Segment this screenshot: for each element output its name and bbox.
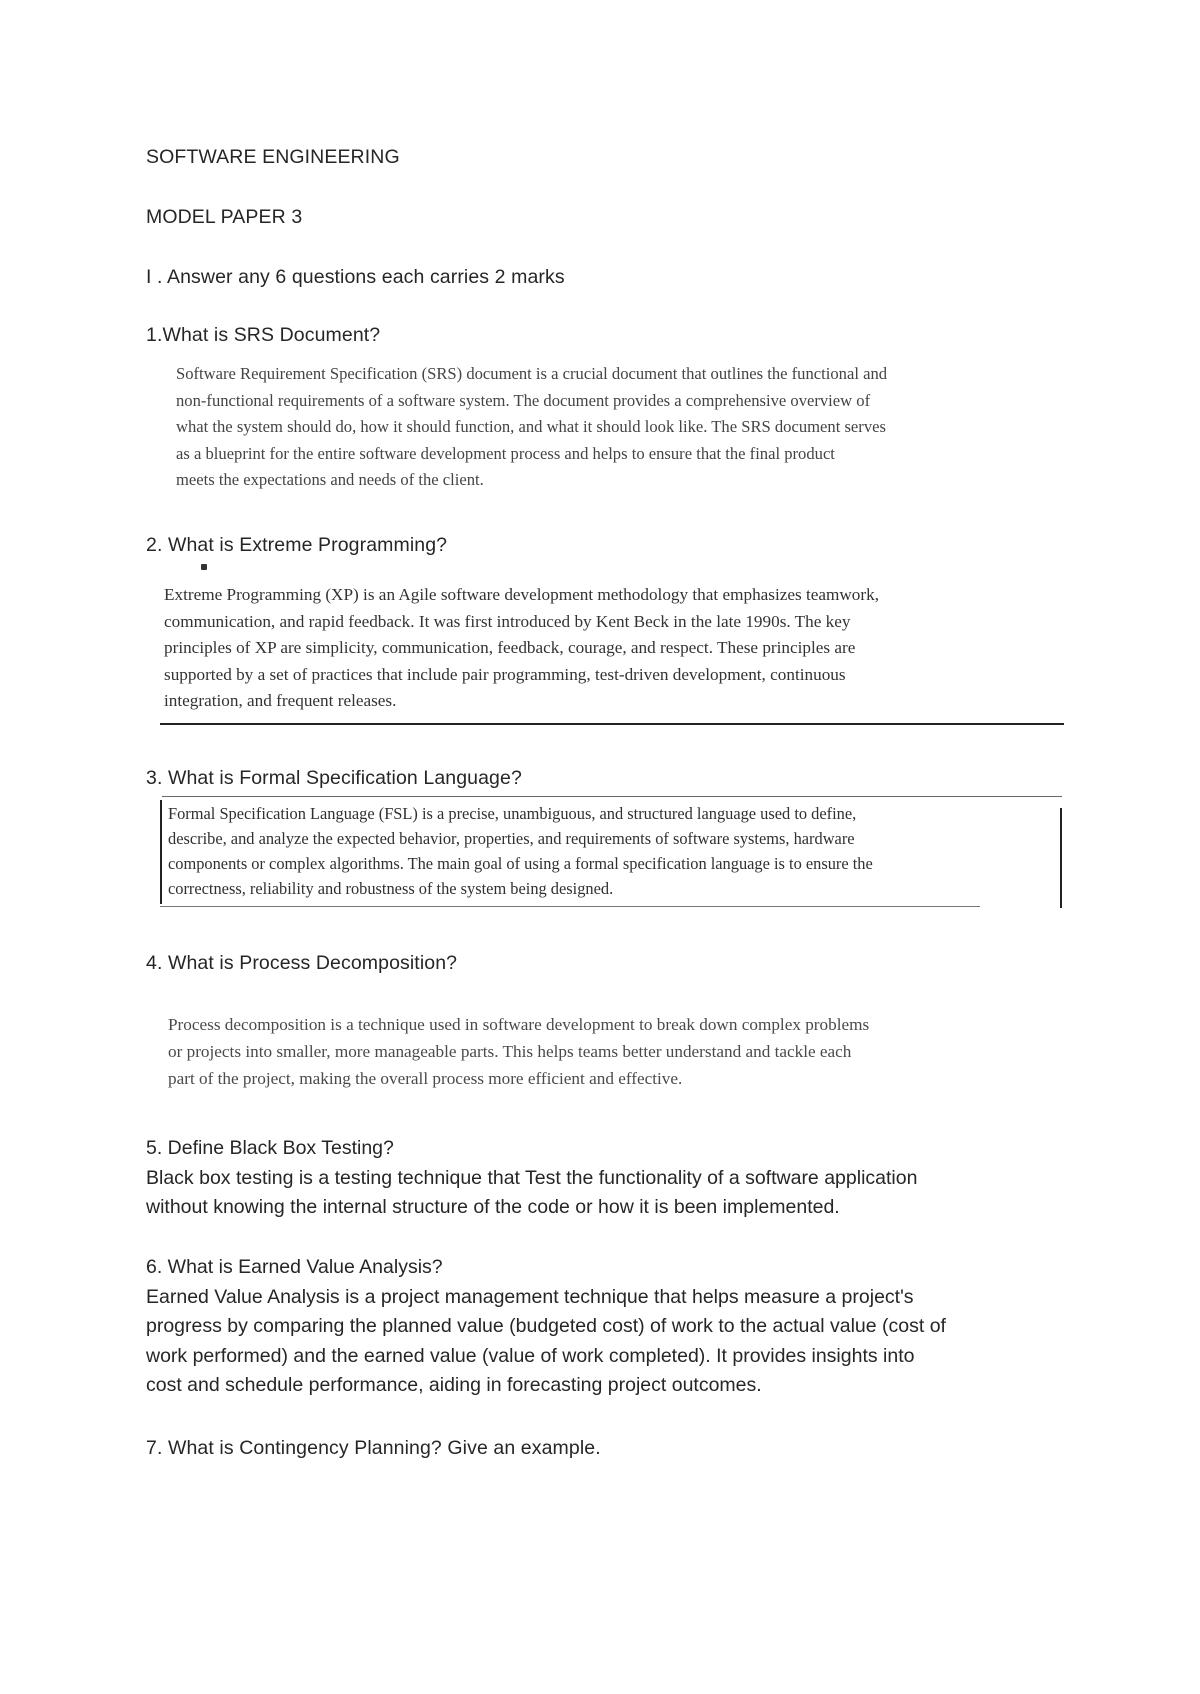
- answer-3-line: components or complex algorithms. The main goal of using a formal specification language is to ensure the: [168, 854, 873, 873]
- answer-2-line: integration, and frequent releases.: [164, 691, 397, 710]
- subject-heading: SOFTWARE ENGINEERING: [146, 146, 400, 168]
- question-5: 5. Define Black Box Testing?: [146, 1137, 394, 1159]
- question-6-block: [146, 1253, 1086, 1401]
- question-3: 3. What is Formal Specification Language?: [146, 767, 522, 789]
- answer-3-line: describe, and analyze the expected behavior, properties, and requirements of software systems, hardware: [168, 829, 855, 848]
- section-instruction: I . Answer any 6 questions each carries 2 marks: [146, 266, 565, 288]
- scan-box-left: [160, 800, 162, 904]
- answer-4-line: part of the project, making the overall process more efficient and effective.: [168, 1069, 683, 1088]
- answer-1-line: non-functional requirements of a software system. The document provides a comprehensive overview of: [176, 390, 871, 410]
- question-7: 7. What is Contingency Planning? Give an example.: [146, 1437, 601, 1459]
- answer-2-line: Extreme Programming (XP) is an Agile software development methodology that emphasizes teamwork,: [164, 585, 880, 604]
- question-2: 2. What is Extreme Programming?: [146, 534, 448, 556]
- scan-underline: [160, 723, 1064, 725]
- scan-box-top: [162, 796, 1062, 797]
- scan-box-right: [1060, 808, 1062, 908]
- answer-2-scanned: [164, 582, 879, 715]
- answer-5-line: Black box testing is a testing technique that Test the functionality of a software application: [146, 1166, 918, 1189]
- bullet-mark: [201, 564, 207, 570]
- answer-6-line: Earned Value Analysis is a project management technique that helps measure a project's: [146, 1285, 914, 1308]
- answer-4-line: or projects into smaller, more manageable parts. This helps teams better understand and tackle each: [168, 1042, 852, 1061]
- answer-2-line: communication, and rapid feedback. It was first introduced by Kent Beck in the late 1990s. The key: [164, 611, 851, 631]
- answer-6-line: progress by comparing the planned value (budgeted cost) of work to the actual value (cost of: [146, 1315, 946, 1337]
- question-1: 1.What is SRS Document?: [146, 324, 381, 346]
- paper-title: MODEL PAPER 3: [146, 206, 303, 228]
- answer-6-line: work performed) and the earned value (value of work completed). It provides insights into: [146, 1344, 915, 1367]
- question-5-block: [146, 1134, 1086, 1223]
- answer-1-line: as a blueprint for the entire software development process and helps to ensure that the final product: [176, 443, 835, 463]
- answer-3-scanned: [168, 801, 873, 901]
- answer-4-scanned: [168, 1011, 869, 1092]
- answer-3-line: Formal Specification Language (FSL) is a precise, unambiguous, and structured language used to define,: [168, 804, 857, 823]
- answer-1-line: meets the expectations and needs of the client.: [176, 470, 484, 489]
- scan-box-bottom: [160, 906, 980, 907]
- answer-2-line: principles of XP are simplicity, communication, feedback, courage, and respect. These principles are: [164, 638, 856, 657]
- answer-4-line: Process decomposition is a technique used in software development to break down complex problems: [168, 1015, 870, 1034]
- answer-1-scanned: [176, 361, 887, 494]
- answer-3-line: correctness, reliability and robustness of the system being designed.: [168, 879, 614, 898]
- answer-6-line: cost and schedule performance, aiding in forecasting project outcomes.: [146, 1374, 762, 1396]
- question-6: 6. What is Earned Value Analysis?: [146, 1256, 443, 1278]
- answer-1-line: what the system should do, how it should function, and what it should look like. The SRS document serves: [176, 417, 886, 436]
- question-4: 4. What is Process Decomposition?: [146, 952, 458, 974]
- answer-2-line: supported by a set of practices that include pair programming, test-driven development, continuous: [164, 664, 846, 684]
- answer-5-line: without knowing the internal structure of the code or how it is been implemented.: [146, 1196, 840, 1218]
- answer-1-line: Software Requirement Specification (SRS) document is a crucial document that outlines the functional and: [176, 364, 888, 383]
